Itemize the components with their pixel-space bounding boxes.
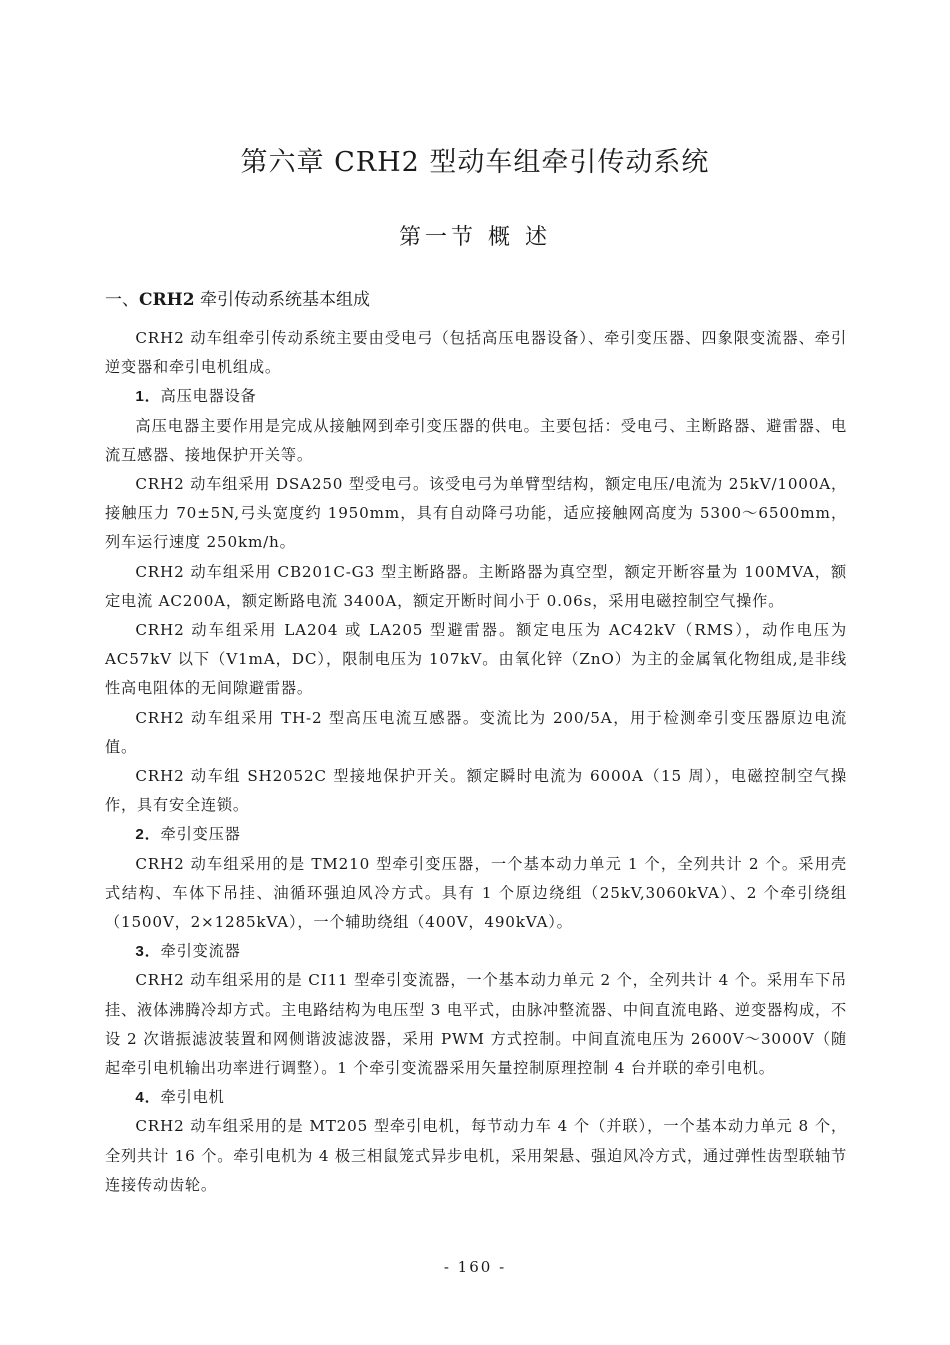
s1-paragraph-2: CRH2 动车组采用 DSA250 型受电弓。该受电弓为单臂型结构，额定电压/电流为 25kV/1000A，接触压力 70±5N,弓头宽度约 1950mm，具有自动降弓功能，适应接触网高度为 5300～6500mm，列车运行速度 250km/h。 (105, 475, 847, 552)
s1-paragraph-3: CRH2 动车组采用 CB201C-G3 型主断路器。主断路器为真空型，额定开断容量为 100MVA，额定电流 AC200A，额定断路电流 3400A，额定开断时间小于 0.06s，采用电磁控制空气操作。 (105, 562, 847, 610)
subsection-4-heading (105, 1083, 847, 1112)
part-heading-prefix: 一、 (105, 290, 139, 310)
subsection-2-number: 2． (135, 826, 161, 844)
page-number: - 160 - (443, 1258, 507, 1276)
chapter-title: 第六章 CRH2 型动车组牵引传动系统 (240, 147, 710, 178)
subsection-1-heading (105, 382, 847, 411)
section-title: 第一节 概 述 (399, 225, 551, 250)
subsection-3-number: 3． (135, 943, 161, 961)
s1-paragraph-5: CRH2 动车组采用 TH-2 型高压电流互感器。变流比为 200/5A，用于检测牵引变压器原边电流值。 (105, 708, 847, 756)
s2-paragraph-1: CRH2 动车组采用的是 TM210 型牵引变压器，一个基本动力单元 1 个，全列共计 2 个。采用壳式结构、车体下吊挂、油循环强迫风冷方式。具有 1 个原边绕组（25kV,3060kVA）、2 个牵引绕组（1500V，2×1285kVA），一个辅助绕组（400V，490kVA）。 (105, 854, 847, 932)
subsection-2-heading (105, 820, 847, 849)
body-text (105, 324, 847, 1200)
part-heading-bold: CRH2 (139, 290, 195, 310)
subsection-3-heading (105, 937, 847, 966)
s1-paragraph-4: CRH2 动车组采用 LA204 或 LA205 型避雷器。额定电压为 AC42kV（RMS），动作电压为 AC57kV 以下（V1mA，DC），限制电压为 107kV。由氧化锌（ZnO）为主的金属氧化物组成,是非线性高电阻体的无间隙避雷器。 (105, 621, 847, 698)
part-heading (105, 285, 370, 310)
s1-paragraph-1: 高压电器主要作用是完成从接触网到牵引变压器的供电。主要包括：受电弓、主断路器、避雷器、电流互感器、接地保护开关等。 (105, 416, 847, 464)
subsection-1-number: 1． (135, 388, 161, 406)
part-heading-rest: 牵引传动系统基本组成 (194, 290, 370, 310)
subsection-4-number: 4． (135, 1089, 161, 1107)
subsection-3-title: 牵引变流器 (160, 942, 241, 961)
s1-paragraph-6: CRH2 动车组 SH2052C 型接地保护开关。额定瞬时电流为 6000A（15 周），电磁控制空气操作，具有安全连锁。 (105, 767, 847, 815)
subsection-2-title: 牵引变压器 (160, 825, 241, 844)
intro-paragraph: CRH2 动车组牵引传动系统主要由受电弓（包括高压电器设备）、牵引变压器、四象限变流器、牵引逆变器和牵引电机组成。 (105, 329, 847, 377)
s4-paragraph-1: CRH2 动车组采用的是 MT205 型牵引电机，每节动力车 4 个（并联），一个基本动力单元 8 个，全列共计 16 个。牵引电机为 4 极三相鼠笼式异步电机，采用架悬、强迫风冷方式，通过弹性齿型联轴节连接传动齿轮。 (105, 1117, 847, 1194)
subsection-4-title: 牵引电机 (160, 1088, 225, 1107)
subsection-1-title: 高压电器设备 (160, 387, 257, 406)
s3-paragraph-1: CRH2 动车组采用的是 CI11 型牵引变流器，一个基本动力单元 2 个，全列共计 4 个。采用车下吊挂、液体沸腾冷却方式。主电路结构为电压型 3 电平式，由脉冲整流器、中间直流电路、逆变器构成，不设 2 次谐振滤波装置和网侧谐波滤波器，采用 PWM 方式控制。中间直流电压为 2600V～3000V（随起牵引电机输出功率进行调整）。1 个牵引变流器采用矢量控制原理控制 4 台并联的牵引电机。 (105, 971, 847, 1078)
